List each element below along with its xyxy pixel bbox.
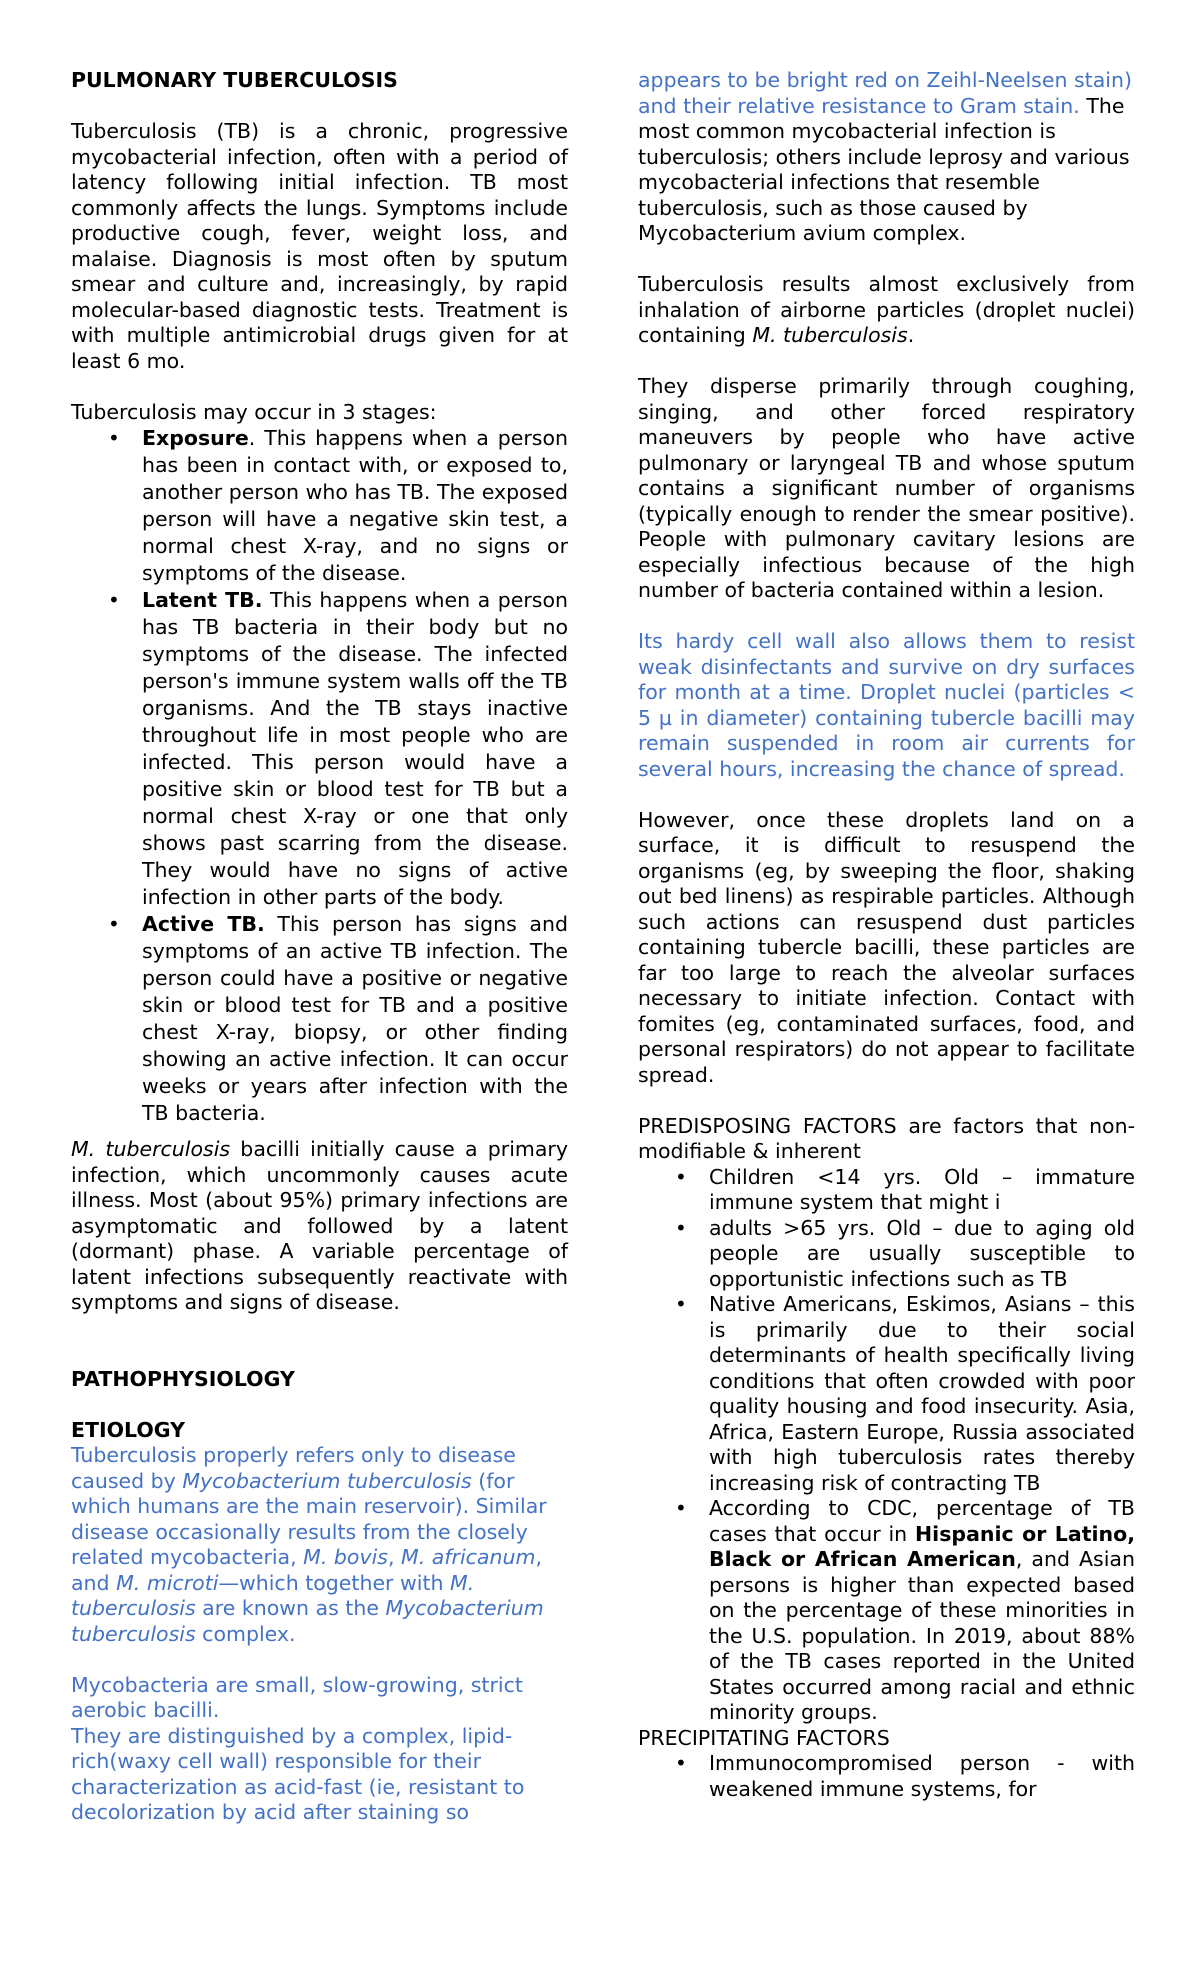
- italic-term: M. microti: [116, 1570, 219, 1595]
- stages-intro: Tuberculosis may occur in 3 stages:: [71, 399, 437, 424]
- precipitating-list: [638, 1751, 1135, 1802]
- italic-term: M. bovis: [303, 1545, 388, 1569]
- italic-term: M. tuberculosis: [71, 1570, 475, 1620]
- continuation-paragraph: [638, 68, 1135, 247]
- text-run: .: [907, 323, 915, 347]
- stages-list: [71, 425, 568, 1127]
- list-item: [71, 911, 568, 1127]
- paragraph-text: bacilli initially cause a primary infection, which uncommonly causes acute illness. Most (about 95%) primary infections are asymptomatic and followed by a latent (dormant) phase. A variable percentage of latent infections subsequently reactivate with symptoms and signs of disease.: [71, 1137, 568, 1314]
- text-run: Tuberculosis results almost exclusively from inhalation of airborne particles (droplet nuclei) containing: [638, 272, 1135, 347]
- text-run: The most common mycobacterial infection is tuberculosis; others include leprosy and various mycobacterial infections that resemble tuberculosis, such as those caused by Mycobacterium avium complex.: [638, 93, 1130, 245]
- text-run: , and Asian persons is higher than expected based on the percentage of these minorities in the U.S. population. In 2019, about 88% of the TB cases reported in the United States occurred among racial and ethnic minority groups.: [709, 1547, 1135, 1724]
- pathophysiology-heading: PATHOPHYSIOLOGY: [71, 1366, 295, 1391]
- italic-term: M. africanum: [401, 1545, 536, 1569]
- hardy-paragraph: Its hardy cell wall also allows them to resist weak disinfectants and survive on dry surfaces for month at a time. Droplet nuclei (particles < 5 µ in diameter) containing tubercle bacilli may remain suspended in room air currents for several hours, increasing the chance of spread.: [638, 629, 1135, 781]
- left-column: [71, 68, 568, 1826]
- text-run: (for which humans are the main reservoir). Similar disease occasionally results from the closely related mycobacteria,: [71, 1468, 547, 1569]
- list-item: • Immunocompromised person - with weakened immune systems, for: [638, 1751, 1135, 1802]
- list-item: • adults >65 yrs. Old – due to aging old people are usually susceptible to opportunistic infections such as TB: [638, 1216, 1135, 1293]
- inhalation-paragraph: [638, 272, 1135, 349]
- intro-paragraph: Tuberculosis (TB) is a chronic, progressive mycobacterial infection, often with a period of latency following initial infection. TB most commonly affects the lungs. Symptoms include productive cough, fever, weight loss, and malaise. Diagnosis is most often by sputum smear and culture and, increasingly, by rapid molecular-based diagnostic tests. Treatment is with multiple antimicrobial drugs given for at least 6 mo.: [71, 119, 568, 373]
- disperse-paragraph: They disperse primarily through coughing, singing, and other forced respiratory maneuvers by people who have active pulmonary or laryngeal TB and whose sputum contains a significant number of organisms (typically enough to render the smear positive). People with pulmonary cavitary lesions are especially infectious because of the high number of bacteria contained within a lesion.: [638, 374, 1135, 602]
- text-run: are known as the: [195, 1596, 386, 1620]
- text-run: —which together with: [218, 1570, 451, 1595]
- etiology-heading: ETIOLOGY: [71, 1417, 186, 1442]
- mycobacteria-paragraph-2: They are distinguished by a complex, lipid-rich(waxy cell wall) responsible for their characterization as acid-fast (ie, resistant to decolorization by acid after staining so: [71, 1723, 525, 1824]
- page-title: PULMONARY TUBERCULOSIS: [71, 68, 398, 92]
- list-item: • Children <14 yrs. Old – immature immune system that might i: [638, 1165, 1135, 1216]
- precipitating-heading: PRECIPITATING FACTORS: [638, 1725, 890, 1750]
- right-column: [638, 68, 1135, 1802]
- stage-text: This happens when a person has TB bacteria in their body but no symptoms of the disease. The infected person's immune system walls off the TB organisms. And the TB stays inactive throughout life in most people who are infected. This person would have a positive skin or blood test for TB but a normal chest X-ray or one that only shows past scarring from the disease. They would have no signs of active infection in other parts of the body.: [142, 588, 568, 909]
- italic-term: M. tuberculosis: [71, 1137, 231, 1161]
- italic-term: M. tuberculosis: [752, 323, 908, 347]
- italic-term: Mycobacterium tuberculosis: [71, 1596, 544, 1646]
- however-paragraph: However, once these droplets land on a surface, it is difficult to resuspend the organisms (eg, by sweeping the floor, shaking out bed linens) as respirable particles. Although such actions can resuspend dust particles containing tubercle bacilli, these particles are far too large to reach the alveolar surfaces necessary to initiate infection. Contact with fomites (eg, contaminated surfaces, food, and personal respirators) do not appear to facilitate spread.: [638, 807, 1135, 1087]
- text-run: complex.: [195, 1621, 296, 1646]
- text-run: ,: [387, 1545, 402, 1569]
- list-item: [71, 425, 568, 587]
- italic-term: Mycobacterium tuberculosis: [182, 1468, 472, 1493]
- stage-term: Exposure: [142, 426, 249, 450]
- bold-term: Hispanic or Latino, Black or African American: [709, 1521, 1135, 1571]
- text-run: According to CDC, percentage of TB cases that occur in: [709, 1496, 1135, 1546]
- predisposing-heading: PREDISPOSING FACTORS are factors that non-modifiable & inherent: [638, 1113, 1135, 1163]
- mycobacteria-paragraph-1: Mycobacteria are small, slow-growing, strict aerobic bacilli.: [71, 1672, 523, 1722]
- text-run: , and: [71, 1545, 542, 1595]
- text-run: appears to be bright red on Zeihl-Neelsen stain) and their relative resistance to Gram stain.: [638, 68, 1132, 118]
- stage-term: Latent TB.: [142, 588, 263, 612]
- etiology-paragraph: [71, 1443, 568, 1647]
- text-run: Tuberculosis properly refers only to disease caused by: [71, 1443, 516, 1493]
- stage-term: Active TB.: [142, 912, 265, 936]
- list-item: [71, 587, 568, 911]
- predisposing-list: [638, 1165, 1135, 1726]
- stage-text: This person has signs and symptoms of an active TB infection. The person could have a positive or negative skin or blood test for TB and a positive chest X-ray, biopsy, or other finding showing an active infection. It can occur weeks or years after infection with the TB bacteria.: [142, 912, 568, 1125]
- mtb-paragraph: [71, 1137, 568, 1316]
- list-item: • Native Americans, Eskimos, Asians – this is primarily due to their social determinants of health specifically living conditions that often crowded with poor quality housing and food insecurity. Asia, Africa, Eastern Europe, Russia associated with high tuberculosis rates thereby increasing risk of contracting TB: [638, 1292, 1135, 1496]
- list-item: [638, 1496, 1135, 1726]
- stage-text: . This happens when a person has been in contact with, or exposed to, another person who has TB. The exposed person will have a negative skin test, a normal chest X-ray, and no signs or symptoms of the disease.: [142, 426, 568, 585]
